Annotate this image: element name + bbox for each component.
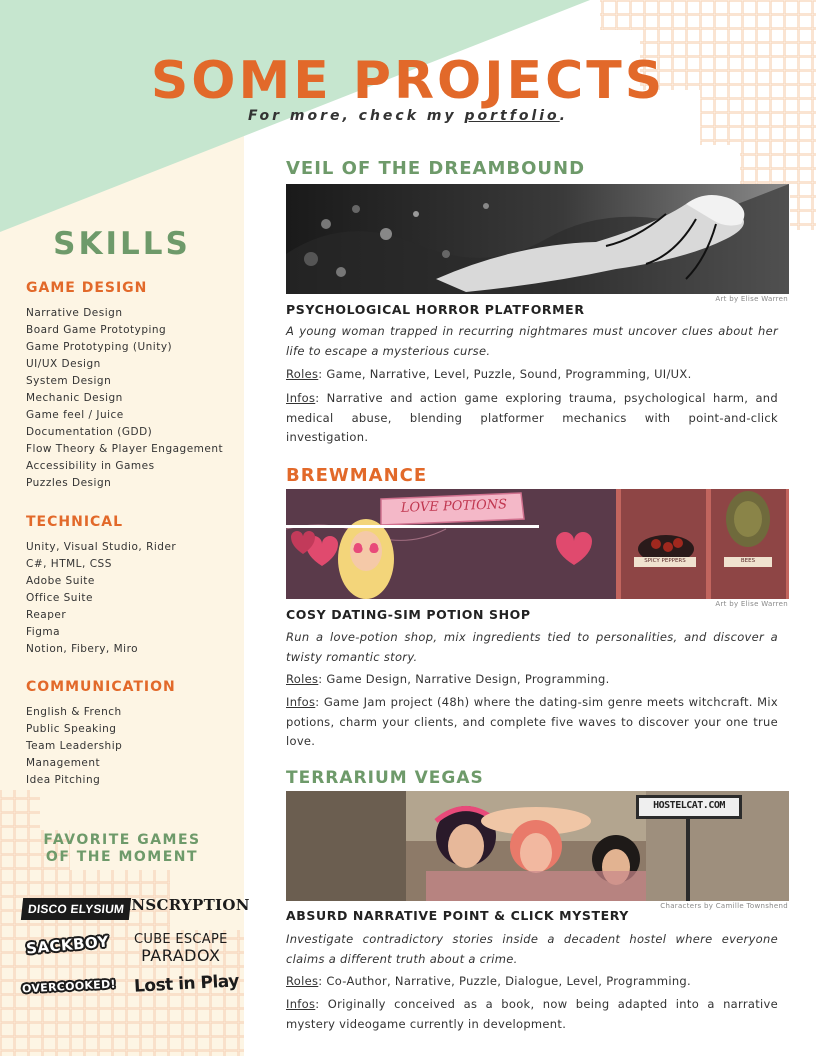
skill-list-communication	[26, 704, 122, 789]
veil-artwork	[286, 184, 789, 294]
skill-item: Mechanic Design	[26, 392, 123, 404]
skill-item: Reaper	[26, 609, 67, 621]
project-subtitle: COSY DATING-SIM POTION SHOP	[286, 607, 531, 622]
skill-item: Office Suite	[26, 592, 93, 604]
skill-item: Adobe Suite	[26, 575, 95, 587]
infos-label: Infos	[286, 997, 316, 1011]
cube-escape-line-1: CUBE ESCAPE	[134, 932, 228, 947]
category-heading-technical: TECHNICAL	[26, 514, 124, 530]
project-infos	[286, 389, 778, 448]
cube-escape-paradox-logo	[134, 932, 228, 964]
banner-credit: Characters by Camille Townshend	[660, 902, 788, 910]
infos-label: Infos	[286, 695, 316, 709]
roles-text: : Co-Author, Narrative, Puzzle, Dialogue, Level, Programming.	[318, 974, 691, 988]
spicy-peppers-label: SPICY PEPPERS	[644, 558, 686, 564]
skill-item: Management	[26, 757, 101, 769]
page-title: SOME PROJECTS	[150, 51, 666, 111]
roles-label: Roles	[286, 367, 319, 381]
inscryption-logo: INSCRYPTION	[124, 896, 250, 914]
project-title-brewmance: BREWMANCE	[286, 465, 428, 486]
skill-item: Puzzles Design	[26, 477, 112, 489]
infos-label: Infos	[286, 391, 316, 405]
skills-heading: SKILLS	[53, 226, 191, 262]
infos-text: : Originally conceived as a book, now being adapted into a narrative mystery videogame currently in development.	[286, 997, 778, 1031]
skill-item: Idea Pitching	[26, 774, 101, 786]
skill-item: Notion, Fibery, Miro	[26, 643, 139, 655]
project-title-terrarium: TERRARIUM VEGAS	[286, 768, 484, 788]
project-subtitle: ABSURD NARRATIVE POINT & CLICK MYSTERY	[286, 908, 629, 923]
bees-label: BEES	[740, 558, 756, 564]
project-description: Run a love-potion shop, mix ingredients tied to personalities, and discover a twisty romantic story.	[286, 630, 778, 664]
subtitle-suffix: .	[559, 108, 568, 124]
skill-item: Narrative Design	[26, 307, 123, 319]
banner-credit: Art by Elise Warren	[715, 600, 788, 608]
brewmance-artwork	[286, 489, 789, 599]
roles-label: Roles	[286, 974, 319, 988]
overcooked-logo: OVERCOOKED!	[21, 977, 117, 996]
favorite-games-line-1: FAVORITE GAMES	[43, 832, 201, 848]
roles-text: : Game, Narrative, Level, Puzzle, Sound, Programming, UI/UX.	[318, 367, 692, 381]
cube-escape-line-2: PARADOX	[141, 946, 221, 965]
banner-terrarium	[286, 791, 789, 901]
project-infos	[286, 693, 778, 752]
project-title-veil: VEIL OF THE DREAMBOUND	[286, 158, 586, 179]
banner-brewmance	[286, 489, 789, 599]
favorite-games-heading	[0, 832, 244, 866]
project-subtitle: PSYCHOLOGICAL HORROR PLATFORMER	[286, 302, 585, 317]
sackboy-logo: SACKBOY	[25, 932, 110, 958]
project-description: A young woman trapped in recurring nightmares must uncover clues about her life to escape a mysterious curse.	[286, 324, 778, 358]
banner-veil	[286, 184, 789, 294]
subtitle-text: For more, check my	[247, 108, 465, 124]
category-heading-game-design: GAME DESIGN	[26, 280, 148, 296]
skill-item: Documentation (GDD)	[26, 426, 153, 438]
skill-list-technical	[26, 539, 176, 658]
project-roles	[286, 365, 778, 385]
skill-item: Game Prototyping (Unity)	[26, 341, 173, 353]
project-roles	[286, 670, 778, 690]
skill-item: Flow Theory & Player Engagement	[26, 443, 224, 455]
skill-item: Public Speaking	[26, 723, 117, 735]
skill-item: Board Game Prototyping	[26, 324, 167, 336]
roles-text: : Game Design, Narrative Design, Programming.	[318, 672, 610, 686]
infos-text: : Narrative and action game exploring trauma, psychological harm, and medical abuse, blending platformer mechanics with point-and-click investigation.	[286, 391, 778, 444]
roles-label: Roles	[286, 672, 319, 686]
project-infos	[286, 995, 778, 1034]
disco-elysium-logo: DISCO ELYSIUM	[21, 898, 131, 920]
skill-item: Accessibility in Games	[26, 460, 155, 472]
hostelcat-sign: HOSTELCAT.COM	[653, 800, 725, 811]
portfolio-link[interactable]: portfolio	[464, 108, 560, 124]
project-description: Investigate contradictory stories inside a decadent hostel where everyone claims a different truth about a crime.	[286, 932, 778, 966]
banner-credit: Art by Elise Warren	[715, 295, 788, 303]
skill-item: C#, HTML, CSS	[26, 558, 112, 570]
skill-list-game-design	[26, 305, 223, 492]
love-potions-sign: LOVE POTIONS	[400, 497, 508, 516]
skill-item: English & French	[26, 706, 122, 718]
category-heading-communication: COMMUNICATION	[26, 679, 176, 695]
skill-item: Game feel / Juice	[26, 409, 124, 421]
skill-item: Figma	[26, 626, 61, 638]
favorite-games-line-2: OF THE MOMENT	[45, 849, 199, 865]
skill-item: Unity, Visual Studio, Rider	[26, 541, 177, 553]
project-roles	[286, 972, 778, 992]
lost-in-play-logo: Lost in Play	[133, 971, 240, 997]
page-subtitle	[0, 108, 816, 124]
skill-item: UI/UX Design	[26, 358, 101, 370]
skill-item: Team Leadership	[26, 740, 123, 752]
infos-text: : Game Jam project (48h) where the dating-sim genre meets witchcraft. Mix potions, charm your clients, and complete five waves to discover your one true love.	[286, 695, 778, 748]
skill-item: System Design	[26, 375, 112, 387]
